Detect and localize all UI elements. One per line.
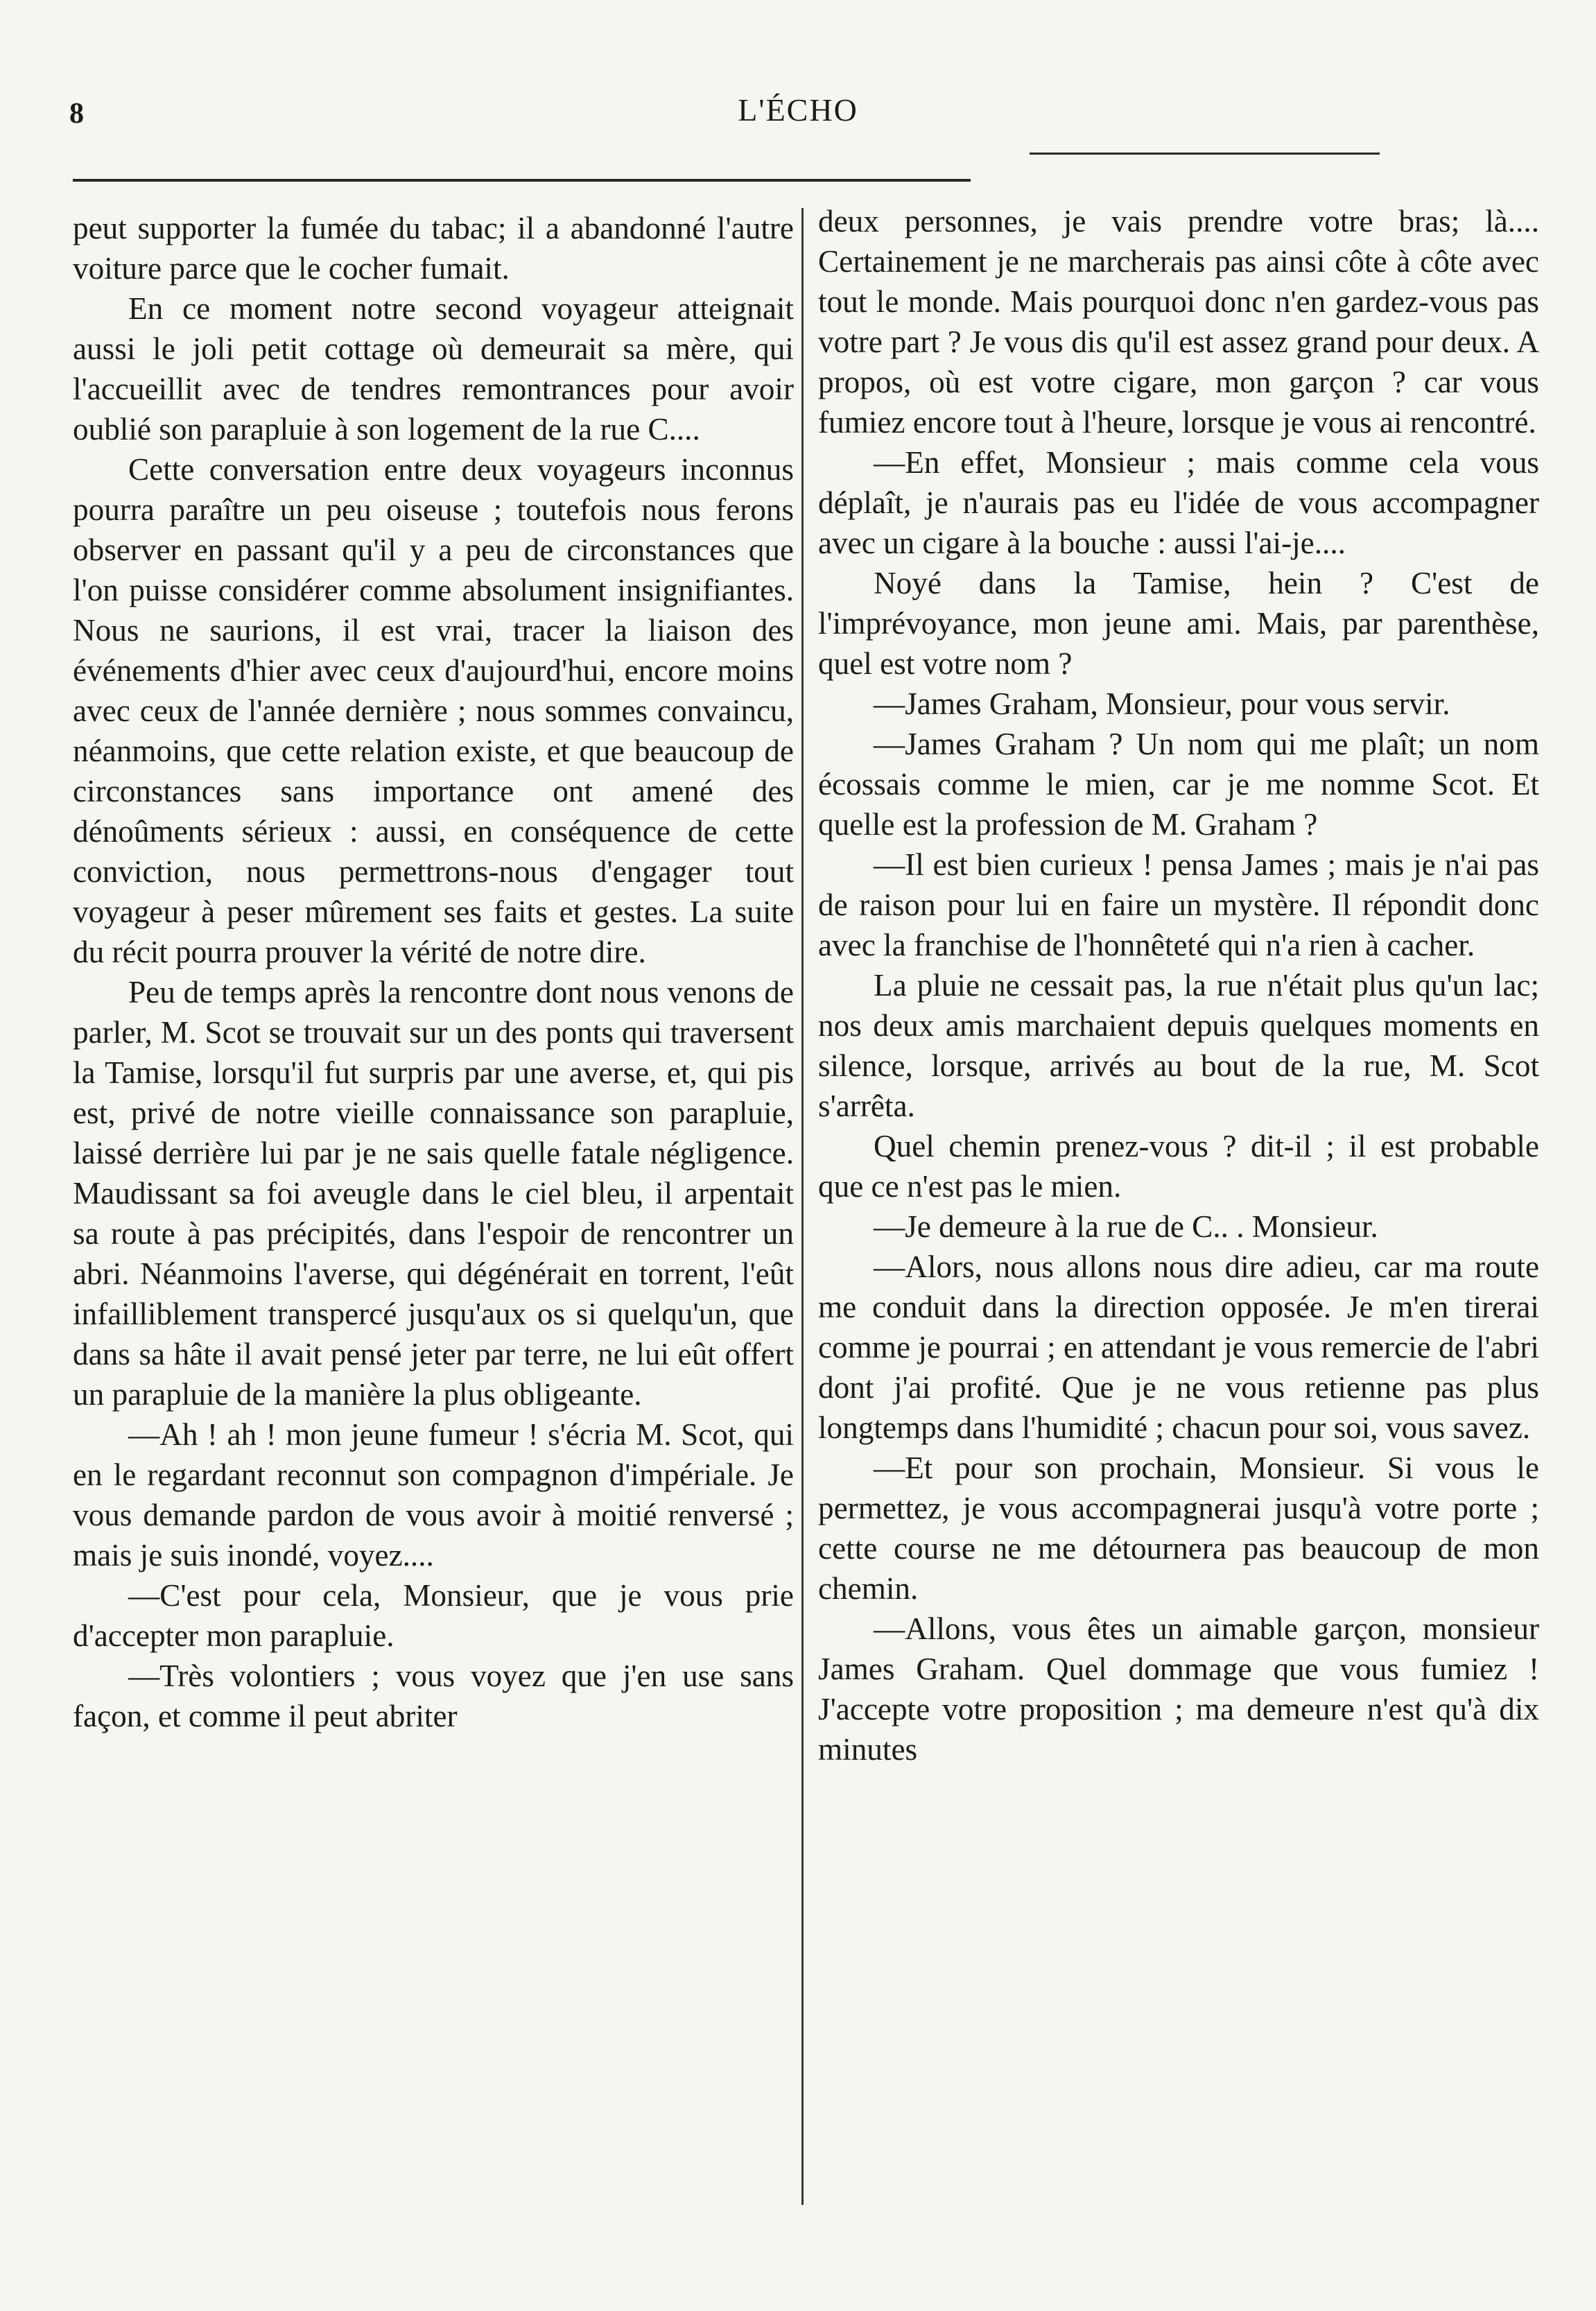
paragraph: —Il est bien curieux ! pensa James ; mais je n'ai pas de raison pour lui en faire un mystère. Il répondit donc avec la franchise de l'honnêteté qui n'a rien à cacher. xyxy=(818,847,1539,962)
paragraph: Cette conversation entre deux voyageurs inconnus pourra paraître un peu oiseuse ; toutefois nous ferons observer en passant qu'il y a peu de circonstances que l'on puisse considérer comme absolument insignifiantes. Nous ne saurions, il est vrai, tracer la liaison des événements d'hier avec ceux d'aujourd'hui, encore moins avec ceux de l'année dernière ; nous sommes convaincu, néanmoins, que cette relation existe, et que beaucoup de circonstances sans importance ont amené des dénoûments sérieux : aussi, en conséquence de cette conviction, nous permettrons-nous d'engager tout voyageur à peser mûrement ses faits et gestes. La suite du récit pourra prouver la vérité de notre dire. xyxy=(73,452,794,969)
paragraph: —C'est pour cela, Monsieur, que je vous prie d'accepter mon parapluie. xyxy=(73,1578,794,1653)
paragraph: —Je demeure à la rue de C.. . Monsieur. xyxy=(874,1209,1378,1244)
paragraph: —James Graham ? Un nom qui me plaît; un nom écossais comme le mien, car je me nomme Scot. Et quelle est la profession de M. Graham ? xyxy=(818,727,1539,842)
paragraph: —Et pour son prochain, Monsieur. Si vous le permettez, je vous accompagnerai jusqu'à votre porte ; cette course ne me détournera pas beaucoup de mon chemin. xyxy=(818,1451,1539,1606)
paragraph: —Ah ! ah ! mon jeune fumeur ! s'écria M. Scot, qui en le regardant reconnut son compagnon d'impériale. Je vous demande pardon de vous avoir à moitié renversé ; mais je suis inondé, voyez.... xyxy=(73,1417,794,1573)
left-column xyxy=(73,208,794,1736)
paragraph: —Très volontiers ; vous voyez que j'en use sans façon, et comme il peut abriter xyxy=(73,1659,794,1733)
paragraph: En ce moment notre second voyageur atteignait aussi le joli petit cottage où demeurait sa mère, qui l'accueillit avec de tendres remontrances pour avoir oublié son parapluie à son logement de la rue C.... xyxy=(73,291,794,447)
paragraph: —James Graham, Monsieur, pour vous servir. xyxy=(874,686,1450,721)
paragraph: peut supporter la fumée du tabac; il a abandonné l'autre voiture parce que le cocher fumait. xyxy=(73,211,794,286)
running-head-title: L'ÉCHO xyxy=(738,92,858,128)
paragraph: —Alors, nous allons nous dire adieu, car ma route me conduit dans la direction opposée. Je m'en tirerai comme je pourrai ; en attendant je vous remercie de l'abri dont j'ai profité. Que je ne vous retienne pas plus longtemps dans l'humidité ; chacun pour soi, vous savez. xyxy=(818,1249,1539,1445)
paragraph: deux personnes, je vais prendre votre bras; là.... Certainement je ne marcherais pas ainsi côte à côte avec tout le monde. Mais pourquoi donc n'en gardez-vous pas votre part ? Je vous dis qu'il est assez grand pour deux. A propos, où est votre cigare, mon garçon ? car vous fumiez encore tout à l'heure, lorsque je vous ai rencontré. xyxy=(818,204,1539,440)
paragraph: Noyé dans la Tamise, hein ? C'est de l'imprévoyance, mon jeune ami. Mais, par parenthèse, quel est votre nom ? xyxy=(818,566,1539,681)
page-number: 8 xyxy=(69,98,84,130)
paragraph: Peu de temps après la rencontre dont nous venons de parler, M. Scot se trouvait sur un des ponts qui traversent la Tamise, lorsqu'il fut surpris par une averse, et, qui pis est, privé de notre vieille connaissance son parapluie, laissé derrière lui par je ne sais quelle fatale négligence. Maudissant sa foi aveugle dans le ciel bleu, il arpentait sa route à pas précipités, dans l'espoir de rencontrer un abri. Néanmoins l'averse, qui dégénérait en torrent, l'eût infailliblement transpercé jusqu'aux os si quelqu'un, que dans sa hâte il avait pensé jeter par terre, ne lui eût offert un parapluie de la manière la plus obligeante. xyxy=(73,975,794,1412)
column-divider xyxy=(801,208,804,2205)
paragraph: —En effet, Monsieur ; mais comme cela vous déplaît, je n'aurais pas eu l'idée de vous accompagner avec un cigare à la bouche : aussi l'ai-je.... xyxy=(818,445,1539,560)
header-rule-left xyxy=(73,179,971,182)
header-rule-right xyxy=(1030,153,1380,155)
paragraph: Quel chemin prenez-vous ? dit-il ; il est probable que ce n'est pas le mien. xyxy=(818,1129,1539,1204)
right-column xyxy=(818,201,1539,1769)
paragraph: La pluie ne cessait pas, la rue n'était plus qu'un lac; nos deux amis marchaient depuis quelques moments en silence, lorsque, arrivés au bout de la rue, M. Scot s'arrêta. xyxy=(818,968,1539,1123)
paragraph: —Allons, vous êtes un aimable garçon, monsieur James Graham. Quel dommage que vous fumiez ! J'accepte votre proposition ; ma demeure n'est qu'à dix minutes xyxy=(818,1611,1539,1767)
